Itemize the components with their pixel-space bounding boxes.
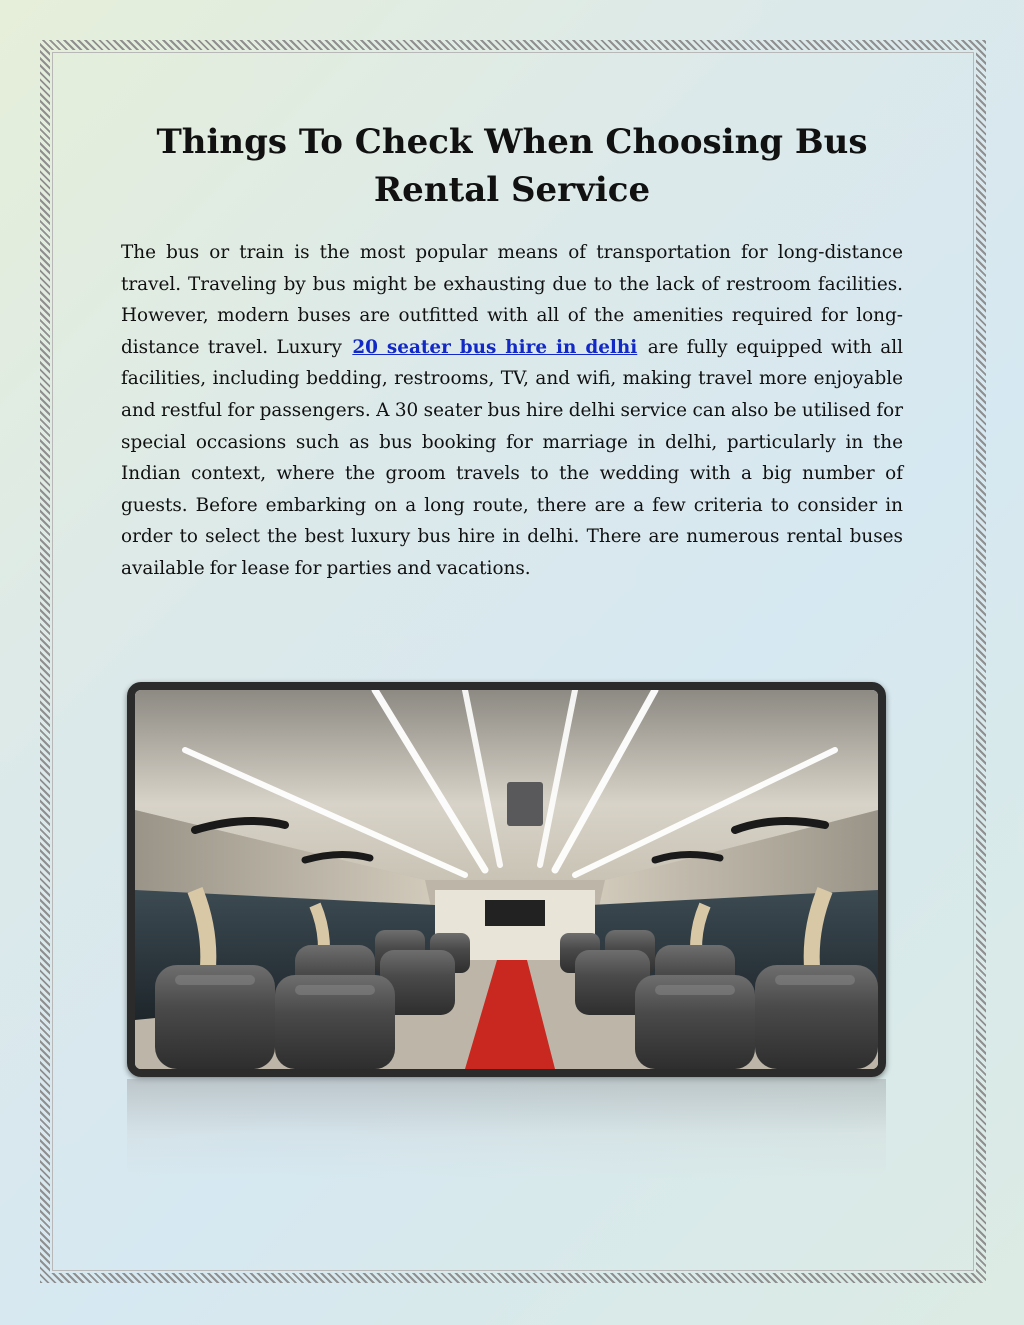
paragraph-text-before-link: The bus or train is the most popular means of transportation for long-distance travel. Traveling by bus might be exhausting due to the lack of restroom facilities. However, modern buses are outfitted with all of the amenities required for long-distance travel. Luxury	[121, 242, 903, 358]
paragraph-text-after-link: are fully equipped with all facilities, including bedding, restrooms, TV, and wifi, making travel more enjoyable and restful for passengers. A 30 seater bus hire delhi service can also be utilised for special occasions such as bus booking for marriage in delhi, particularly in the Indian context, where the groom travels to the wedding with a big number of guests. Before embarking on a long route, there are a few criteria to consider in order to select the best luxury bus hire in delhi. There are numerous rental buses available for lease for parties and vacations.	[121, 336, 903, 579]
bus-interior-illustration	[135, 690, 878, 1069]
article-title: Things To Check When Choosing Bus Rental Service	[156, 122, 868, 210]
bus-interior-photo	[127, 682, 886, 1077]
photo-reflection	[127, 1079, 886, 1179]
article-paragraph	[121, 237, 903, 585]
bus-hire-link[interactable]: 20 seater bus hire in delhi	[352, 336, 638, 358]
